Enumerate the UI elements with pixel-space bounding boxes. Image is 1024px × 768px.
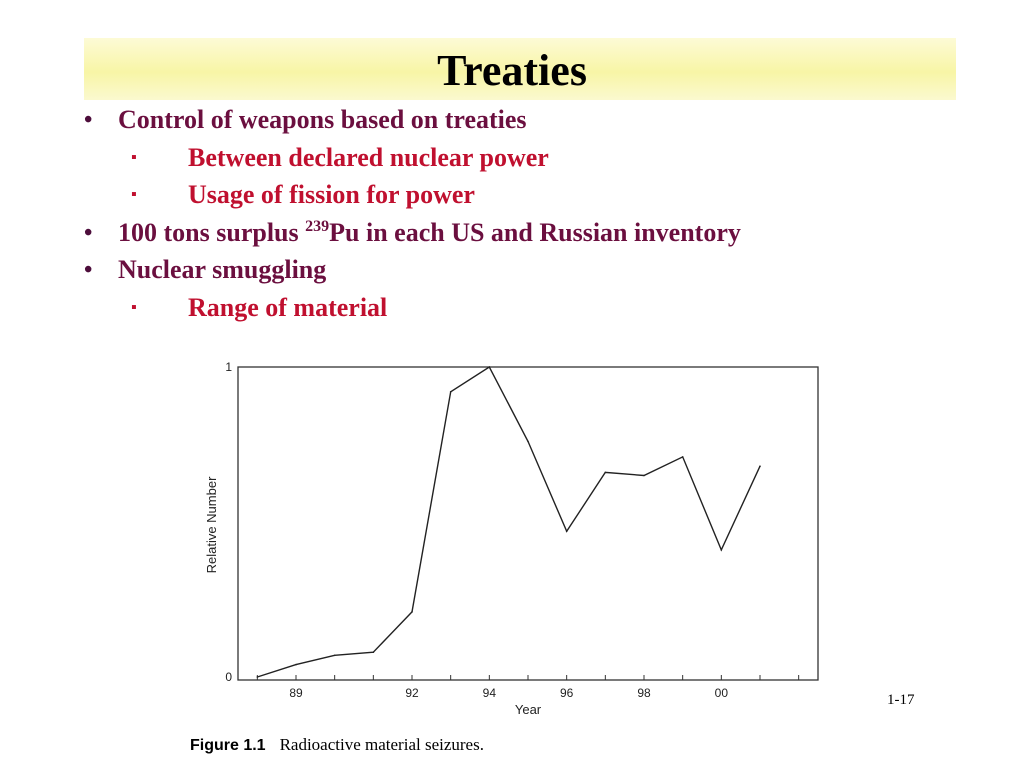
slide-title: Treaties	[437, 46, 587, 95]
x-axis-label: Year	[514, 702, 542, 717]
data-point	[682, 456, 684, 458]
data-point	[373, 651, 375, 653]
x-tick-label: 98	[637, 686, 651, 700]
data-point	[257, 676, 259, 678]
bullet-text	[118, 217, 741, 249]
sub-bullet-marker: ▪	[131, 299, 137, 316]
y-tick-label: 1	[225, 360, 232, 374]
series-line	[257, 367, 760, 677]
bullet-marker: •	[84, 107, 93, 133]
data-point	[566, 531, 568, 533]
sub-bullet-marker: ▪	[131, 149, 137, 166]
data-point	[605, 472, 607, 474]
seizures-line-chart	[190, 355, 830, 725]
page-number: 1-17	[887, 692, 915, 708]
bullet-text-post: Pu in each US and Russian inventory	[329, 218, 741, 247]
sub-bullet-text: Between declared nuclear power	[188, 143, 549, 172]
bullet-text: Control of weapons based on treaties	[118, 105, 527, 134]
data-point	[295, 664, 297, 666]
y-axis-label: Relative Number	[204, 476, 219, 574]
x-tick-label: 89	[289, 686, 303, 700]
sub-bullet-marker: ▪	[131, 186, 137, 203]
x-tick-label: 94	[482, 686, 497, 700]
bullet-marker: •	[84, 257, 93, 283]
bullet-text-pre: 100 tons surplus	[118, 218, 306, 247]
x-tick-label: 00	[714, 686, 729, 700]
caption-label: Figure 1.1	[190, 737, 266, 754]
bullet-text: Nuclear smuggling	[118, 255, 327, 284]
y-tick-label: 0	[225, 670, 232, 684]
bullet-marker: •	[84, 220, 93, 246]
sub-bullet-text: Range of material	[188, 293, 388, 322]
sub-bullet-text: Usage of fission for power	[188, 180, 475, 209]
caption-text: Radioactive material seizures.	[279, 735, 484, 754]
data-point	[411, 611, 413, 613]
x-tick-label: 96	[559, 686, 574, 700]
isotope-superscript: 239	[305, 218, 330, 235]
data-point	[450, 391, 452, 393]
data-point	[643, 475, 645, 477]
data-point	[759, 465, 761, 467]
data-point	[721, 549, 723, 551]
data-point	[334, 655, 336, 657]
figure-caption	[190, 735, 484, 755]
x-tick-label: 92	[405, 686, 419, 700]
data-point	[489, 366, 491, 368]
plot-frame	[238, 367, 818, 680]
data-points	[257, 366, 761, 678]
data-point	[527, 441, 529, 443]
